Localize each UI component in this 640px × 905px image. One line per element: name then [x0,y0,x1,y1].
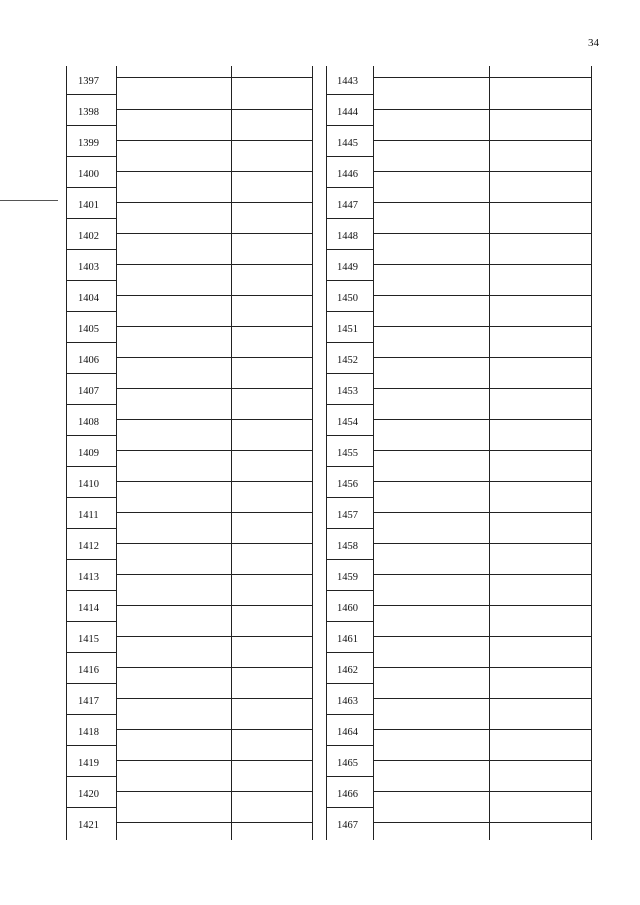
point-number: 1443 [337,76,358,87]
column-rule [231,66,232,840]
point-row-rule [326,187,373,188]
point-number: 1398 [78,107,99,118]
point-row-rule [66,342,116,343]
data-row-rule [116,140,312,141]
point-row-rule [326,559,373,560]
point-number: 1465 [337,758,358,769]
point-row-rule [66,683,116,684]
point-number: 1419 [78,758,99,769]
point-number: 1444 [337,107,358,118]
data-row-rule [116,698,312,699]
point-number: 1415 [78,634,99,645]
data-row-rule [116,574,312,575]
point-row-rule [66,435,116,436]
data-row-rule [116,512,312,513]
data-row-rule [373,822,591,823]
point-row-rule [66,745,116,746]
point-number: 1458 [337,541,358,552]
point-number: 1402 [78,231,99,242]
point-number: 1467 [337,820,358,831]
point-number: 1401 [78,200,99,211]
point-number: 1410 [78,479,99,490]
point-row-rule [326,652,373,653]
data-row-rule [373,171,591,172]
point-row-rule [326,776,373,777]
point-number: 1454 [337,417,358,428]
point-number: 1413 [78,572,99,583]
point-row-rule [326,156,373,157]
point-row-rule [326,125,373,126]
point-row-rule [66,94,116,95]
point-row-rule [66,249,116,250]
point-number: 1416 [78,665,99,676]
data-row-rule [373,419,591,420]
data-row-rule [373,264,591,265]
data-row-rule [373,357,591,358]
point-row-rule [66,559,116,560]
point-row-rule [66,373,116,374]
point-number: 1420 [78,789,99,800]
data-row-rule [116,326,312,327]
data-row-rule [373,605,591,606]
point-row-rule [326,249,373,250]
point-number: 1462 [337,665,358,676]
point-number: 1455 [337,448,358,459]
point-number: 1449 [337,262,358,273]
point-number: 1417 [78,696,99,707]
data-row-rule [373,450,591,451]
point-number: 1450 [337,293,358,304]
data-row-rule [373,791,591,792]
point-number: 1446 [337,169,358,180]
data-row-rule [373,140,591,141]
point-row-rule [66,156,116,157]
point-number: 1453 [337,386,358,397]
data-row-rule [116,636,312,637]
point-row-rule [326,466,373,467]
point-row-rule [326,404,373,405]
point-number: 1414 [78,603,99,614]
data-row-rule [116,202,312,203]
point-number: 1411 [78,510,99,521]
point-row-rule [326,683,373,684]
point-row-rule [326,342,373,343]
data-row-rule [373,202,591,203]
point-number: 1405 [78,324,99,335]
point-number: 1451 [337,324,358,335]
point-number: 1463 [337,696,358,707]
data-row-rule [116,822,312,823]
data-row-rule [373,636,591,637]
data-row-rule [373,233,591,234]
point-number: 1461 [337,634,358,645]
point-row-rule [66,776,116,777]
point-row-rule [66,590,116,591]
point-number: 1397 [78,76,99,87]
column-rule [66,66,67,840]
point-row-rule [326,590,373,591]
point-number: 1452 [337,355,358,366]
data-row-rule [116,77,312,78]
point-row-rule [66,528,116,529]
column-rule [373,66,374,840]
data-row-rule [373,295,591,296]
margin-mark [0,200,58,201]
data-row-rule [373,760,591,761]
point-number: 1409 [78,448,99,459]
data-row-rule [373,698,591,699]
data-row-rule [116,760,312,761]
column-rule [116,66,117,840]
data-row-rule [116,233,312,234]
point-number: 1457 [337,510,358,521]
column-rule [312,66,313,840]
point-row-rule [66,311,116,312]
point-number: 1400 [78,169,99,180]
point-number: 1403 [78,262,99,273]
point-number: 1399 [78,138,99,149]
point-row-rule [66,652,116,653]
data-row-rule [373,388,591,389]
data-row-rule [116,388,312,389]
data-row-rule [116,791,312,792]
point-row-rule [326,745,373,746]
point-row-rule [66,807,116,808]
data-row-rule [116,295,312,296]
data-row-rule [116,729,312,730]
point-number: 1464 [337,727,358,738]
point-row-rule [66,621,116,622]
data-row-rule [373,667,591,668]
point-row-rule [66,218,116,219]
point-number: 1407 [78,386,99,397]
point-row-rule [326,621,373,622]
point-row-rule [66,714,116,715]
data-row-rule [116,419,312,420]
point-row-rule [326,497,373,498]
column-rule [489,66,490,840]
point-number: 1466 [337,789,358,800]
data-row-rule [373,481,591,482]
point-number: 1412 [78,541,99,552]
data-row-rule [373,77,591,78]
point-row-rule [66,187,116,188]
data-row-rule [116,667,312,668]
column-rule [326,66,327,840]
point-row-rule [66,280,116,281]
point-row-rule [326,311,373,312]
point-number: 1448 [337,231,358,242]
point-number: 1459 [337,572,358,583]
data-row-rule [116,357,312,358]
point-row-rule [326,435,373,436]
point-number: 1447 [337,200,358,211]
data-row-rule [116,481,312,482]
data-row-rule [373,574,591,575]
data-row-rule [116,543,312,544]
point-row-rule [326,714,373,715]
point-row-rule [326,373,373,374]
data-row-rule [116,450,312,451]
point-number: 1421 [78,820,99,831]
point-number: 1460 [337,603,358,614]
point-row-rule [326,280,373,281]
data-row-rule [373,512,591,513]
data-row-rule [116,109,312,110]
data-row-rule [373,729,591,730]
point-number: 1406 [78,355,99,366]
page-number: 34 [588,37,599,49]
point-number: 1445 [337,138,358,149]
point-number: 1408 [78,417,99,428]
point-number: 1456 [337,479,358,490]
point-row-rule [326,94,373,95]
point-row-rule [326,528,373,529]
point-number: 1404 [78,293,99,304]
data-row-rule [373,109,591,110]
data-row-rule [116,264,312,265]
column-rule [591,66,592,840]
point-row-rule [66,497,116,498]
data-row-rule [373,326,591,327]
point-number: 1418 [78,727,99,738]
point-row-rule [326,218,373,219]
point-row-rule [326,807,373,808]
data-row-rule [373,543,591,544]
data-row-rule [116,605,312,606]
data-row-rule [116,171,312,172]
point-row-rule [66,125,116,126]
point-row-rule [66,404,116,405]
point-row-rule [66,466,116,467]
